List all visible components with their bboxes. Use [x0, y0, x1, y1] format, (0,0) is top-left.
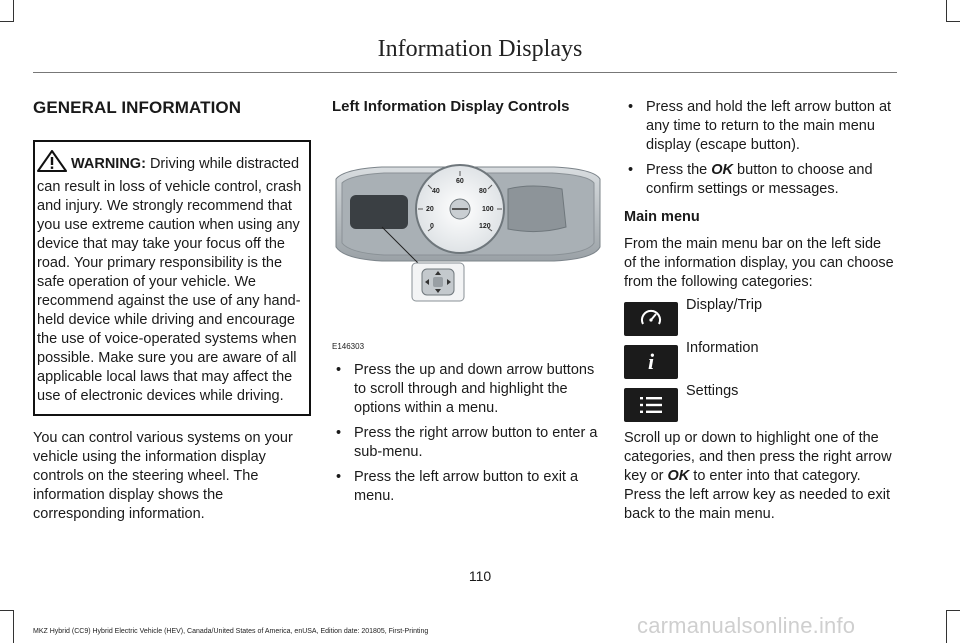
column-main-menu	[624, 98, 896, 524]
figure-id: E146303	[332, 342, 365, 351]
ok-key-label: OK	[667, 468, 690, 484]
crop-mark	[0, 21, 14, 22]
category-label: Display/Trip	[686, 297, 763, 313]
section-heading: Left Information Display Controls	[332, 98, 570, 115]
list-item: • Press and hold the left arrow button at any time to return to the main menu display (escape button).	[624, 98, 896, 155]
intro-paragraph: You can control various systems on your vehicle using the information display controls on the steering wheel. The information display shows the corresponding information.	[33, 430, 293, 522]
page-number: 110	[468, 568, 492, 584]
crop-mark	[13, 610, 14, 643]
warning-label: WARNING:	[71, 156, 146, 172]
info-icon: i	[624, 345, 678, 379]
crop-mark	[0, 610, 14, 611]
edition-note: MKZ Hybrid (CC9) Hybrid Electric Vehicle (HEV), Canada/United States of America, enUSA, Edition date: 201805, First-Printing	[33, 628, 429, 635]
gauge-tick-label: 40	[432, 188, 440, 195]
gauge-tick-label: 20	[426, 206, 434, 213]
closing-paragraph	[624, 429, 896, 524]
left-information-display	[350, 195, 408, 229]
crop-mark	[946, 21, 960, 22]
closing-text: to enter into that category. Press the left arrow key as needed to exit back to the main menu.	[624, 468, 890, 522]
crop-mark	[946, 610, 947, 643]
category-display-trip	[624, 296, 896, 339]
crop-mark	[946, 610, 960, 611]
gauge-tick-label: 80	[479, 188, 487, 195]
category-label: Information	[686, 340, 759, 356]
category-label: Settings	[686, 383, 739, 399]
list-item: • Press the up and down arrow buttons to scroll through and highlight the options within a menu.	[332, 361, 604, 418]
column-left-display-controls	[332, 92, 604, 512]
ok-button-label: OK	[711, 162, 734, 178]
gauge-icon	[624, 302, 678, 336]
main-menu-heading: Main menu	[624, 209, 700, 225]
main-menu-intro: From the main menu bar on the left side of the information display, you can choose from the following categories:	[624, 236, 894, 290]
instrument-cluster-figure	[332, 127, 604, 355]
gauge-tick-label: 0	[430, 223, 434, 230]
page-title: Information Displays	[377, 36, 583, 62]
controls-bullet-list-continued	[624, 98, 896, 199]
section-heading: GENERAL INFORMATION	[33, 98, 242, 117]
category-information	[624, 339, 896, 382]
watermark: carmanualsonline.info	[637, 613, 856, 638]
settings-list-icon	[624, 388, 678, 422]
column-general-information	[33, 92, 311, 524]
list-item: • Press the left arrow button to exit a menu.	[332, 468, 604, 506]
bullet-text: Press the	[646, 162, 712, 178]
warning-triangle-icon	[37, 150, 67, 178]
list-item	[624, 161, 896, 199]
instrument-cluster-illustration	[332, 127, 604, 355]
crop-mark	[13, 0, 14, 22]
closing-text: Scroll up or down to highlight one of the categories, and then press the right arrow key or	[624, 430, 892, 484]
gauge-tick-label: 100	[482, 206, 494, 213]
category-settings	[624, 382, 896, 425]
crop-mark	[946, 0, 947, 22]
warning-box	[33, 140, 311, 416]
warning-text: Driving while distracted can result in loss of vehicle control, crash and injury. We strongly recommend that you use extreme caution when using any device that may take your focus off the road. Your primary responsibility is the safe operation of your vehicle. We recommend against the use of any hand-held device while driving and encourage the use of voice-operated systems when possible. Make sure you are aware of all applicable local laws that may affect the use of electronic devices while driving.	[37, 156, 302, 404]
bullet-text: button to choose and confirm settings or messages.	[646, 162, 873, 197]
controls-bullet-list	[332, 361, 604, 506]
gauge-tick-label: 120	[479, 223, 491, 230]
header-divider	[33, 72, 897, 73]
category-list	[624, 296, 896, 425]
list-item: • Press the right arrow button to enter a sub-menu.	[332, 424, 604, 462]
gauge-tick-label: 60	[456, 178, 464, 185]
